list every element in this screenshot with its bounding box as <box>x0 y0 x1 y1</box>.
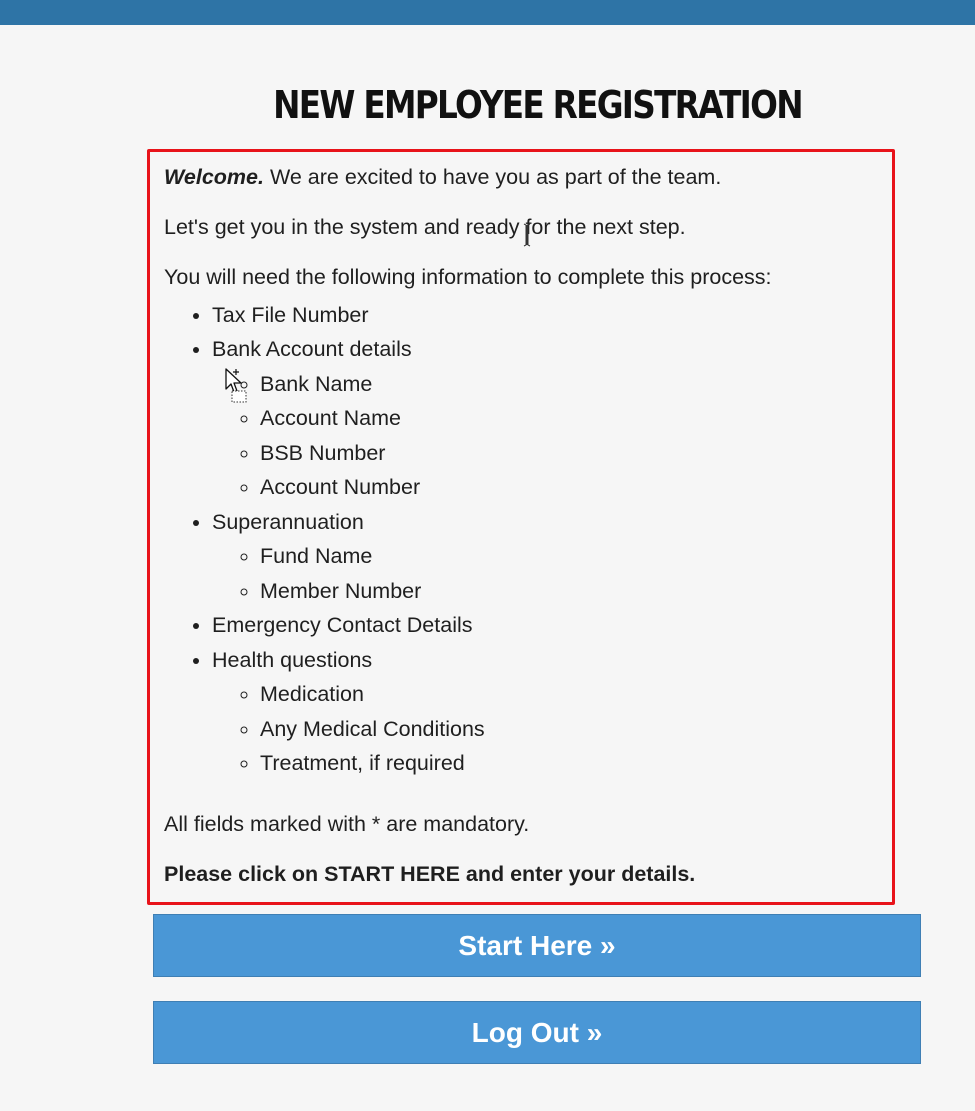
text-ibeam-cursor-icon <box>522 222 532 248</box>
sub-list <box>212 367 878 505</box>
sub-list-item: ◦ Account Number <box>260 470 878 505</box>
sub-list <box>212 677 878 781</box>
sub-list-item: ◦ BSB Number <box>260 436 878 471</box>
mandatory-note: All fields marked with * are mandatory. <box>164 811 530 836</box>
welcome-paragraph <box>164 164 878 192</box>
list-item-label: Health questions <box>212 647 373 672</box>
list-item <box>212 643 878 781</box>
welcome-text: We are excited to have you as part of the team. <box>263 165 722 189</box>
sub-list-item: ◦ Bank Name <box>260 367 878 402</box>
list-item <box>212 332 878 505</box>
final-instruction: Please click on START HERE and enter your details. <box>164 861 696 886</box>
page-title: NEW EMPLOYEE REGISTRATION <box>273 83 802 127</box>
top-header-bar <box>0 0 975 25</box>
welcome-info-box <box>147 149 895 905</box>
list-item-label: Tax File Number <box>212 302 369 327</box>
sub-list-item: ◦ Member Number <box>260 574 878 609</box>
sub-list-item: ◦ Any Medical Conditions <box>260 712 878 747</box>
requirements-list <box>164 298 878 781</box>
list-item <box>212 505 878 609</box>
requirements-intro: You will need the following information to complete this process: <box>164 264 772 289</box>
start-here-button[interactable]: Start Here » <box>153 914 921 977</box>
sub-list <box>212 539 878 608</box>
welcome-bold-text: Welcome. <box>164 165 264 189</box>
list-item-label: Bank Account details <box>212 337 412 362</box>
list-item-label: Superannuation <box>212 509 364 534</box>
list-item <box>212 298 878 333</box>
list-item <box>212 608 878 643</box>
copy-drag-cursor-icon <box>223 367 251 405</box>
sub-list-item: ◦ Treatment, if required <box>260 746 878 781</box>
sub-list-item: ◦ Medication <box>260 677 878 712</box>
sub-list-item: ◦ Fund Name <box>260 539 878 574</box>
intro-paragraph: Let's get you in the system and ready for the next step. <box>164 214 686 239</box>
sub-list-item: ◦ Account Name <box>260 401 878 436</box>
log-out-button[interactable]: Log Out » <box>153 1001 921 1064</box>
list-item-label: Emergency Contact Details <box>212 613 473 638</box>
